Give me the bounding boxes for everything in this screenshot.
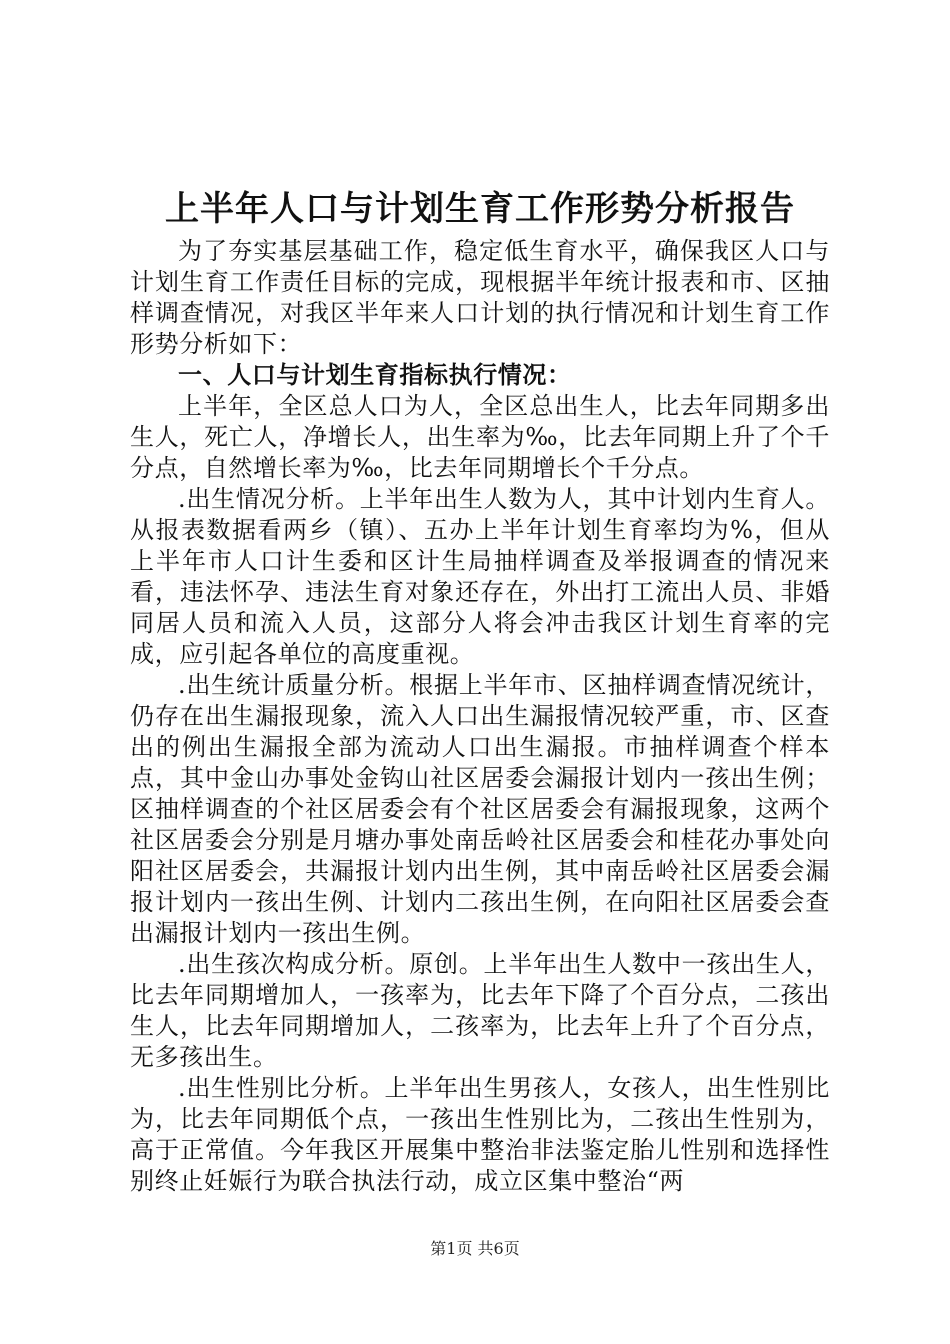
intro-paragraph: 为了夯实基层基础工作，稳定低生育水平，确保我区人口与计划生育工作责任目标的完成，现根据半年统计报表和市、区抽样调查情况，对我区半年来人口计划的执行情况和计划生育工作形势分析如下： — [130, 237, 830, 358]
population-summary-paragraph: 上半年，全区总人口为人，全区总出生人，比去年同期多出生人，死亡人，净增长人，出生率为‰，比去年同期上升了个千分点，自然增长率为‰，比去年同期增长个千分点。 — [130, 392, 830, 482]
page-footer: 第1页 共6页 — [430, 1239, 520, 1258]
birth-statistics-quality-paragraph: .出生统计质量分析。根据上半年市、区抽样调查情况统计，仍存在出生漏报现象，流入人口出生漏报情况较严重，市、区查出的例出生漏报全部为流动人口出生漏报。市抽样调查个样本点，其中金山办事处金钩山社区居委会漏报计划内一孩出生例；区抽样调查的个社区居委会有个社区居委会有漏报现象，这两个社区居委会分别是月塘办事处南岳岭社区居委会和桂花办事处向阳社区居委会，共漏报计划内出生例，其中南岳岭社区居委会漏报计划内一孩出生例、计划内二孩出生例，在向阳社区居委会查出漏报计划内一孩出生例。 — [130, 671, 830, 947]
birth-order-paragraph: .出生孩次构成分析。原创。上半年出生人数中一孩出生人，比去年同期增加人，一孩率为，比去年下降了个百分点，二孩出生人，比去年同期增加人，二孩率为，比去年上升了个百分点，无多孩出生。 — [130, 950, 830, 1071]
document-body — [130, 236, 830, 1197]
sex-ratio-paragraph: .出生性别比分析。上半年出生男孩人，女孩人，出生性别比为，比去年同期低个点，一孩出生性别比为，二孩出生性别为，高于正常值。今年我区开展集中整治非法鉴定胎儿性别和选择性别终止妊娠行为联合执法行动，成立区集中整治“两 — [130, 1074, 830, 1195]
document-title: 上半年人口与计划生育工作形势分析报告 — [165, 189, 795, 229]
section-heading: 一、人口与计划生育指标执行情况： — [178, 361, 572, 389]
birth-analysis-paragraph: .出生情况分析。上半年出生人数为人，其中计划内生育人。从报表数据看两乡（镇）、五办上半年计划生育率均为%，但从上半年市人口计生委和区计生局抽样调查及举报调查的情况来看，违法怀孕、违法生育对象还存在，外出打工流出人员、非婚同居人员和流入人员，这部分人将会冲击我区计划生育率的完成，应引起各单位的高度重视。 — [130, 485, 830, 668]
